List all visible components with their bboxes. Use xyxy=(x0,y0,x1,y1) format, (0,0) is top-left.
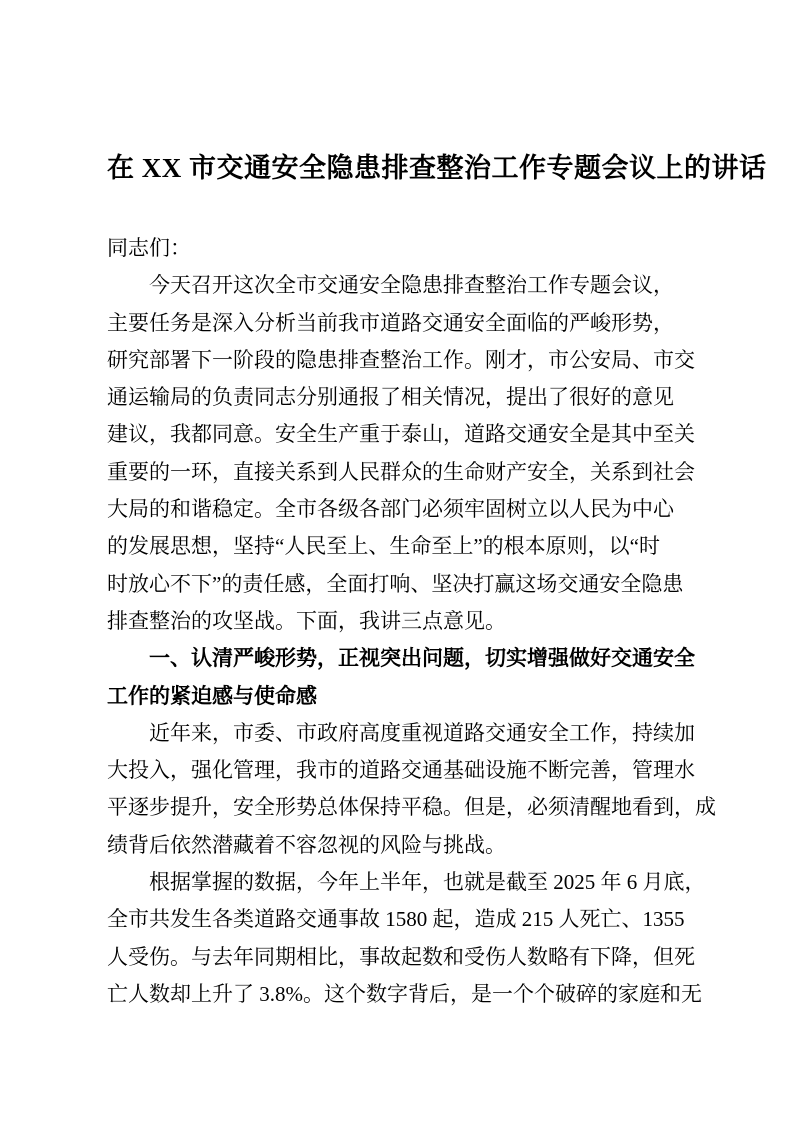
text-line: 大局的和谐稳定。全市各级各部门必须牢固树立以人民为中心 xyxy=(107,497,674,522)
paragraph xyxy=(107,715,716,864)
text-line: 今天召开这次全市交通安全隐患排查整治工作专题会议， xyxy=(149,273,674,298)
paragraph xyxy=(107,864,706,1013)
salutation: 同志们： xyxy=(107,236,191,260)
text-line: 大投入，强化管理，我市的道路交通基础设施不断完善，管理水 xyxy=(107,758,695,783)
text-line: 绩背后依然潜藏着不容忽视的风险与挑战。 xyxy=(107,832,506,857)
paragraph xyxy=(107,267,693,640)
text-line: 研究部署下一阶段的隐患排查整治工作。刚才，市公安局、市交 xyxy=(107,347,695,372)
text-line: 重要的一环，直接关系到人民群众的生命财产安全，关系到社会 xyxy=(107,459,695,484)
document-body xyxy=(107,230,716,1013)
text-line: 时放心不下”的责任感，全面打响、坚决打赢这场交通安全隐患 xyxy=(107,571,684,596)
text-line: 建议，我都同意。安全生产重于泰山，道路交通安全是其中至关 xyxy=(107,422,695,447)
text-line: 全市共发生各类道路交通事故 1580 起，造成 215 人死亡、1355 xyxy=(107,907,685,932)
text-line: 的发展思想，坚持“人民至上、生命至上”的根本原则，以“时 xyxy=(107,534,660,559)
text-line: 人受伤。与去年同期相比，事故起数和受伤人数略有下降，但死 xyxy=(107,944,695,969)
text-line: 排查整治的攻坚战。下面，我讲三点意见。 xyxy=(107,608,506,633)
text-line: 工作的紧迫感与使命感 xyxy=(107,683,317,708)
text-line: 主要任务是深入分析当前我市道路交通安全面临的严峻形势， xyxy=(107,310,674,335)
text-line: 一、认清严峻形势，正视突出问题，切实增强做好交通安全 xyxy=(149,646,695,671)
document-title: 在 XX 市交通安全隐患排查整治工作专题会议上的讲话 xyxy=(107,153,767,183)
text-line: 亡人数却上升了 3.8%。这个数字背后，是一个个破碎的家庭和无 xyxy=(107,981,702,1006)
document-content xyxy=(107,0,767,1013)
section-heading xyxy=(107,640,693,715)
text-line: 根据掌握的数据，今年上半年，也就是截至 2025 年 6 月底， xyxy=(149,870,706,895)
paragraph-blocks xyxy=(107,267,716,1013)
text-line: 通运输局的负责同志分别通报了相关情况，提出了很好的意见 xyxy=(107,385,674,410)
text-line: 近年来，市委、市政府高度重视道路交通安全工作，持续加 xyxy=(149,720,695,745)
text-line: 平逐步提升，安全形势总体保持平稳。但是，必须清醒地看到，成 xyxy=(107,795,716,820)
